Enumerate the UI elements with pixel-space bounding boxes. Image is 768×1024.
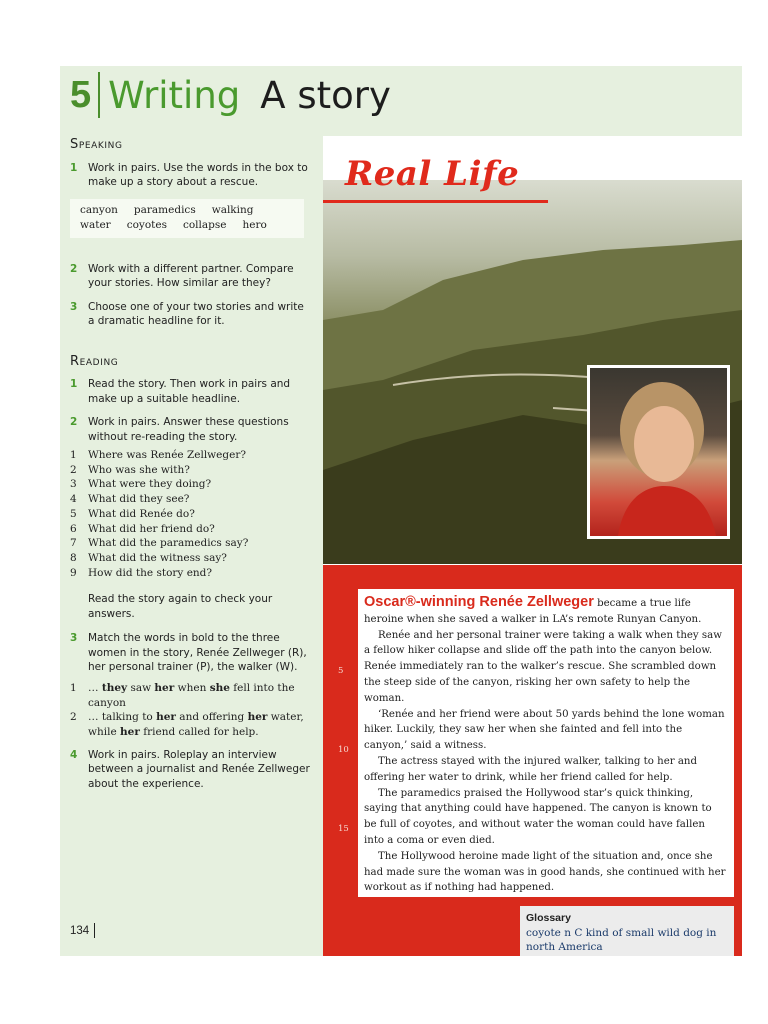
- question-item: [70, 477, 310, 492]
- glossary-box: [520, 906, 734, 956]
- exercise-text: Work in pairs. Roleplay an interview between a journalist and Renée Zellweger about the experience.: [88, 748, 310, 790]
- word: walking: [211, 203, 254, 216]
- reading-exercise-4: [70, 748, 310, 792]
- word: hero: [242, 218, 267, 231]
- exercise-number: 3: [70, 300, 78, 313]
- banner-underline: [323, 200, 548, 203]
- question-number: 7: [70, 537, 77, 550]
- question-text: What did the paramedics say?: [88, 537, 249, 550]
- article-paragraph: The Hollywood heroine made light of the situation and, once she had made sure the woman was in good hands, she continued with her workout as if nothing had happened.: [364, 850, 726, 894]
- article-paragraph: Renée and her personal trainer were taking a walk when they saw a fellow hiker collapse and slide off the path into the canyon below. Renée immediately ran to the walker’s rescue. She scrambled down the steep side of the canyon, risking her own safety to help the woman.: [364, 629, 722, 704]
- word: coyotes: [126, 218, 167, 231]
- question-number: 3: [70, 478, 77, 491]
- check-instruction: Read the story again to check your answers.: [88, 593, 273, 620]
- word: paramedics: [133, 203, 196, 216]
- reading-heading: Reading: [70, 353, 119, 369]
- match-text: … they saw her when she fell into the canyon: [88, 681, 295, 709]
- word-box: [70, 199, 304, 238]
- speaking-heading: Speaking: [70, 137, 123, 152]
- exercise-text: Choose one of your two stories and write a dramatic headline for it.: [88, 300, 304, 327]
- article-paragraph: The paramedics praised the Hollywood star’s quick thinking, saying that anything could have happened. The canyon is known to be full of coyotes, and without water the woman could have fallen into a coma or even died.: [364, 787, 712, 846]
- speaking-exercise-1: [70, 161, 310, 190]
- question-item: [70, 536, 310, 551]
- question-number: 8: [70, 551, 77, 564]
- portrait-photo: [587, 365, 730, 539]
- section-title: Writing: [108, 73, 241, 117]
- question-text: Who was she with?: [88, 463, 190, 476]
- page-number-text: 134: [70, 924, 90, 937]
- page-number: [70, 923, 95, 938]
- match-number: 2: [70, 711, 77, 724]
- question-list: [70, 448, 310, 580]
- question-item: [70, 507, 310, 522]
- article-story: [358, 589, 734, 897]
- page-number-divider: [94, 923, 95, 938]
- line-number: 5: [338, 666, 344, 676]
- question-item: [70, 566, 310, 581]
- match-item: [70, 681, 310, 710]
- word: canyon: [80, 203, 118, 216]
- exercises-column: [70, 138, 310, 800]
- word: collapse: [182, 218, 227, 231]
- line-number: 15: [338, 824, 349, 834]
- reading-exercise-2: [70, 415, 310, 444]
- article-paragraph: ‘Renée and her friend were about 50 yards behind the lone woman hiker. Luckily, they saw her when she fainted and fell into the canyon,’ said a witness.: [364, 708, 725, 752]
- exercise-text: Work in pairs. Answer these questions without re-reading the story.: [88, 416, 289, 443]
- unit-number: 5: [70, 73, 92, 116]
- word: water: [80, 218, 111, 231]
- article-headline: Oscar®-winning Renée Zellweger: [364, 594, 594, 610]
- line-number: 10: [338, 745, 349, 755]
- question-number: 1: [70, 449, 77, 461]
- exercise-number: 4: [70, 748, 78, 761]
- title-divider: [98, 72, 100, 118]
- article-lead: [364, 595, 726, 628]
- match-item: [70, 710, 310, 739]
- reading-exercise-1: [70, 377, 310, 406]
- question-text: Where was Renée Zellweger?: [88, 449, 246, 461]
- glossary-entry: coyote n C kind of small wild dog in north America: [526, 926, 717, 953]
- match-list: [70, 681, 310, 740]
- article-lead-text: became a true life heroine when she saved a walker in LA’s remote Runyan Canyon.: [364, 598, 702, 625]
- question-item: [70, 551, 310, 566]
- question-text: What did her friend do?: [88, 522, 215, 535]
- question-text: How did the story end?: [88, 566, 213, 579]
- question-item: [70, 448, 310, 463]
- question-number: 2: [70, 463, 77, 476]
- page-title: [70, 70, 391, 120]
- question-number: 9: [70, 566, 77, 579]
- match-text: … talking to her and offering her water, while her friend called for help.: [88, 711, 304, 738]
- glossary-title: Glossary: [526, 912, 571, 924]
- exercise-text: Work with a different partner. Compare your stories. How similar are they?: [88, 262, 294, 289]
- question-text: What did the witness say?: [88, 551, 227, 564]
- question-number: 4: [70, 493, 77, 506]
- reading-exercise-3: [70, 631, 310, 675]
- exercise-text: Read the story. Then work in pairs and make up a suitable headline.: [88, 378, 291, 405]
- match-number: 1: [70, 681, 77, 694]
- question-item: [70, 522, 310, 537]
- speaking-exercise-2: [70, 262, 310, 291]
- question-item: [70, 463, 310, 478]
- portrait-image: [590, 368, 727, 536]
- exercise-number: 2: [70, 416, 78, 428]
- real-life-banner: Real Life: [345, 154, 520, 194]
- exercise-number: 2: [70, 262, 78, 275]
- question-text: What were they doing?: [88, 478, 212, 491]
- exercise-number: 3: [70, 632, 78, 645]
- question-item: [70, 492, 310, 507]
- exercise-text: Work in pairs. Use the words in the box to make up a story about a rescue.: [88, 161, 308, 188]
- exercise-number: 1: [70, 378, 78, 390]
- exercise-number: 1: [70, 161, 78, 174]
- article-paragraph: The actress stayed with the injured walker, talking to her and offering her water to drink, while her friend called for help.: [364, 755, 697, 783]
- question-number: 5: [70, 507, 77, 520]
- topic-title: A story: [260, 73, 391, 117]
- question-text: What did Renée do?: [88, 507, 195, 520]
- question-number: 6: [70, 522, 77, 535]
- question-text: What did they see?: [88, 493, 190, 506]
- speaking-exercise-3: [70, 300, 310, 329]
- exercise-text: Match the words in bold to the three women in the story, Renée Zellweger (R), her personal trainer (P), the walker (W).: [88, 632, 307, 674]
